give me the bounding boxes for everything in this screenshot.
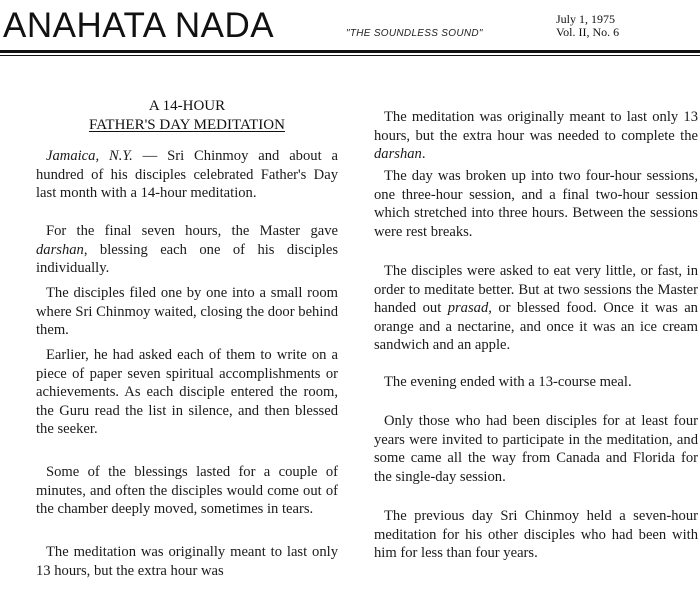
paragraph-6: The previous day Sri Chinmoy held a seven-hour meditation for his other disciples who had been with him for less than four years. xyxy=(374,508,698,562)
issue-info xyxy=(556,13,619,39)
paragraph-5: Only those who had been disciples for at least four years were invited to participate in the meditation, and some came all the way from Canada and Florida for the single-day session. xyxy=(374,413,698,485)
headline-line-1: A 14-HOUR xyxy=(148,98,226,114)
paragraph-2: The day was broken up into two four-hour sessions, one three-hour session, and a final two-hour session which stretched into three hours. Between the sessions were rest breaks. xyxy=(374,168,698,240)
newsletter-title: ANAHATA NADA xyxy=(3,6,275,45)
issue-volume: Vol. II, No. 6 xyxy=(556,25,620,39)
paragraph-1: The meditation was originally meant to last only 13 hours, but the extra hour was needed to complete the darshan. xyxy=(374,109,698,163)
headline-line-2: FATHER'S DAY MEDITATION xyxy=(89,117,285,133)
paragraph-2: For the final seven hours, the Master gave darshan, blessing each one of his disciples individually. xyxy=(36,223,338,277)
paragraph-4: The evening ended with a 13-course meal. xyxy=(384,374,632,390)
masthead-rule-thick xyxy=(0,50,700,53)
issue-date: July 1, 1975 xyxy=(556,12,616,26)
dateline-place: Jamaica, N.Y. xyxy=(46,148,133,164)
paragraph-3: The disciples filed one by one into a small room where Sri Chinmoy waited, closing the door behind them. xyxy=(36,285,338,339)
paragraph-4: Earlier, he had asked each of them to write on a piece of paper seven spiritual accomplishments or achievements. As each disciple entered the room, the Guru read the list in silence, and then blessed the seeker. xyxy=(36,347,338,438)
paragraph-3: The disciples were asked to eat very little, or fast, in order to meditate better. But at two sessions the Master handed out prasad, or blessed food. Once it was an orange and a nectarine, and once it was an ice cream sandwich and an apple. xyxy=(374,263,698,354)
paragraph-1: Jamaica, N.Y. — Sri Chinmoy and about a hundred of his disciples celebrated Father's Day last month with a 14-hour meditation. xyxy=(36,148,338,202)
article-headline xyxy=(36,97,338,135)
newsletter-tagline: "THE SOUNDLESS SOUND" xyxy=(346,28,483,39)
paragraph-6: The meditation was originally meant to last only 13 hours, but the extra hour was xyxy=(36,544,338,579)
paragraph-5: Some of the blessings lasted for a couple of minutes, and often the disciples would come out of the chamber deeply moved, sometimes in tears. xyxy=(36,464,338,518)
masthead-rule-thin xyxy=(0,55,700,56)
